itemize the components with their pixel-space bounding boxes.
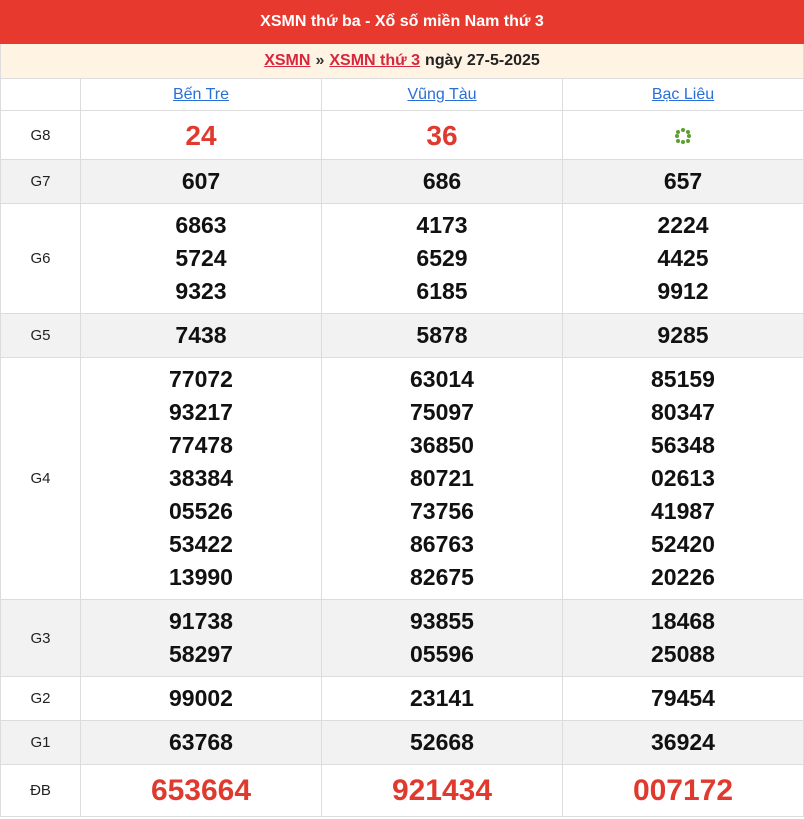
prize-label: G8 [1, 111, 81, 160]
prize-cell [563, 600, 804, 677]
prize-number: 7438 [81, 314, 322, 358]
prize-cell [322, 358, 563, 600]
prize-number: 607 [81, 160, 322, 204]
prize-number: 24 [81, 111, 322, 160]
prize-number: 05526 [169, 498, 233, 524]
prize-number: 77478 [169, 432, 233, 458]
prize-number: 58297 [169, 641, 233, 667]
province-link-ben-tre[interactable]: Bến Tre [172, 85, 230, 103]
prize-number: 79454 [563, 677, 804, 721]
prize-number: 36 [322, 111, 563, 160]
prize-label: G7 [1, 160, 81, 204]
prize-number: 9285 [563, 314, 804, 358]
breadcrumb-day-link[interactable]: XSMN thứ 3 [329, 52, 421, 69]
prize-row-g3 [1, 600, 804, 677]
prize-number: 25088 [651, 641, 715, 667]
prize-row-g5 [1, 314, 804, 358]
prize-label: ĐB [1, 765, 81, 817]
prize-number: 53422 [169, 531, 233, 557]
prize-row-g7 [1, 160, 804, 204]
prize-number: 657 [563, 160, 804, 204]
prize-number: 82675 [410, 564, 474, 590]
prize-number: 73756 [410, 498, 474, 524]
prize-number: 2224 [657, 212, 709, 238]
prize-number: 80721 [410, 465, 474, 491]
prize-number: 02613 [651, 465, 715, 491]
corner-cell [1, 79, 81, 111]
province-header [563, 79, 804, 111]
prize-number: 93217 [169, 399, 233, 425]
province-header [322, 79, 563, 111]
prize-number: 85159 [651, 366, 715, 392]
prize-number: 36850 [410, 432, 474, 458]
prize-number: 23141 [322, 677, 563, 721]
prize-number: 77072 [169, 366, 233, 392]
prize-number: 75097 [410, 399, 474, 425]
prize-number: 36924 [563, 721, 804, 765]
prize-pending [563, 111, 804, 160]
prize-row-g4 [1, 358, 804, 600]
prize-number: 99002 [81, 677, 322, 721]
prize-number: 4173 [416, 212, 468, 238]
prize-number: 05596 [410, 641, 474, 667]
spinner-icon [675, 128, 691, 144]
breadcrumb [0, 44, 804, 78]
prize-number: 93855 [410, 608, 474, 634]
prize-number: 686 [322, 160, 563, 204]
prize-label: G2 [1, 677, 81, 721]
prize-number: 9912 [657, 278, 709, 304]
prize-label: G1 [1, 721, 81, 765]
prize-number: 91738 [169, 608, 233, 634]
prize-cell [81, 358, 322, 600]
prize-number: 6529 [416, 245, 468, 271]
prize-number: 6863 [175, 212, 227, 238]
prize-number: 13990 [169, 564, 233, 590]
prize-number: 9323 [175, 278, 227, 304]
prize-cell [81, 204, 322, 314]
prize-row-g1 [1, 721, 804, 765]
prize-number: 38384 [169, 465, 233, 491]
prize-number: 20226 [651, 564, 715, 590]
province-link-bac-lieu[interactable]: Bạc Liêu [651, 85, 715, 103]
prize-number: 52668 [322, 721, 563, 765]
prize-number: 52420 [651, 531, 715, 557]
prize-cell [322, 600, 563, 677]
province-header-row [1, 79, 804, 111]
results-table [0, 78, 804, 817]
prize-label: G3 [1, 600, 81, 677]
prize-cell [81, 600, 322, 677]
prize-number: 5878 [322, 314, 563, 358]
prize-row-g6 [1, 204, 804, 314]
prize-row-g2 [1, 677, 804, 721]
prize-number: 41987 [651, 498, 715, 524]
prize-number: 5724 [175, 245, 227, 271]
prize-number: 63768 [81, 721, 322, 765]
prize-label: G4 [1, 358, 81, 600]
special-prize-number: 921434 [322, 765, 563, 817]
breadcrumb-date: ngày 27-5-2025 [425, 52, 540, 69]
province-header [81, 79, 322, 111]
prize-cell [563, 204, 804, 314]
prize-number: 56348 [651, 432, 715, 458]
prize-number: 4425 [657, 245, 709, 271]
prize-cell [563, 358, 804, 600]
prize-row-g8 [1, 111, 804, 160]
prize-number: 80347 [651, 399, 715, 425]
breadcrumb-separator: » [315, 52, 325, 69]
page-title: XSMN thứ ba - Xổ số miền Nam thứ 3 [0, 0, 804, 44]
prize-number: 63014 [410, 366, 474, 392]
prize-number: 86763 [410, 531, 474, 557]
prize-number: 18468 [651, 608, 715, 634]
special-prize-number: 007172 [563, 765, 804, 817]
prize-label: G5 [1, 314, 81, 358]
prize-row-special [1, 765, 804, 817]
prize-number: 6185 [416, 278, 468, 304]
breadcrumb-home-link[interactable]: XSMN [264, 52, 311, 69]
prize-cell [322, 204, 563, 314]
prize-label: G6 [1, 204, 81, 314]
province-link-vung-tau[interactable]: Vũng Tàu [407, 85, 477, 103]
special-prize-number: 653664 [81, 765, 322, 817]
